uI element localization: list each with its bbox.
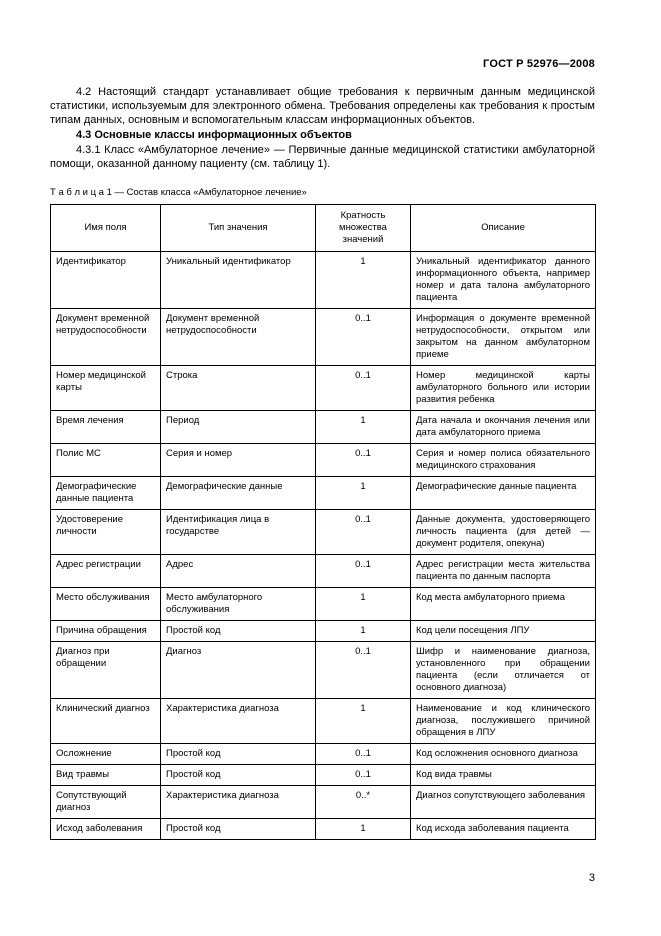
document-number: ГОСТ Р 52976—2008 (483, 58, 595, 70)
column-header-multiplicity: Кратность множества значений (316, 205, 411, 252)
paragraph-4-2: 4.2 Настоящий стандарт устанавливает общие требования к первичным данным медицинской статистики, используемым для электронного обмена. Требования определены как требования к простым типам данных, основным и вспомогательным классам информационных объектов. (50, 86, 595, 126)
table-cell: Код исхода заболевания пациента (411, 819, 596, 840)
table-cell: Демографические данные пациента (411, 477, 596, 510)
composition-table (50, 204, 596, 840)
table-cell: Простой код (161, 819, 316, 840)
table-cell: Шифр и наименование диагноза, установленного при обращении пациента (если отличается от основного диагноза) (411, 642, 596, 699)
table-cell: 0..1 (316, 765, 411, 786)
table-cell: Простой код (161, 744, 316, 765)
table-cell: Дата начала и окончания лечения или дата амбулаторного приема (411, 411, 596, 444)
table-cell: Диагноз сопутствующего заболевания (411, 786, 596, 819)
table-cell: Причина обращения (51, 621, 161, 642)
table-cell: Характеристика диагноза (161, 786, 316, 819)
table-cell: 1 (316, 588, 411, 621)
table-cell: Полис МС (51, 444, 161, 477)
table-row (51, 477, 596, 510)
heading-4-3: 4.3 Основные классы информационных объектов (76, 129, 352, 141)
table-cell: Номер медицинской карты (51, 366, 161, 411)
table-cell: Место амбулаторного обслуживания (161, 588, 316, 621)
table-row (51, 588, 596, 621)
table-cell: Демографические данные (161, 477, 316, 510)
table-cell: Клинический диагноз (51, 699, 161, 744)
table-header-row (51, 205, 596, 252)
table-row (51, 555, 596, 588)
paragraph-4-3-1: 4.3.1 Класс «Амбулаторное лечение» — Первичные данные медицинской статистики амбулаторной помощи, оказанной данному пациенту (см. таблицу 1). (50, 144, 595, 170)
page-number: 3 (588, 872, 595, 884)
table-cell: Код цели посещения ЛПУ (411, 621, 596, 642)
table-body (51, 252, 596, 840)
table-row (51, 309, 596, 366)
table-row (51, 366, 596, 411)
table-cell: Адрес регистрации (51, 555, 161, 588)
table-row (51, 444, 596, 477)
table-caption: Т а б л и ц а 1 — Состав класса «Амбулаторное лечение» (50, 187, 307, 198)
table-row (51, 744, 596, 765)
table-cell: Диагноз при обращении (51, 642, 161, 699)
table-row (51, 411, 596, 444)
table-row (51, 252, 596, 309)
table-cell: 0..* (316, 786, 411, 819)
table-cell: 0..1 (316, 510, 411, 555)
table-cell: Адрес регистрации места жительства пациента по данным паспорта (411, 555, 596, 588)
table-cell: 0..1 (316, 642, 411, 699)
table-cell: Осложнение (51, 744, 161, 765)
table-cell: Строка (161, 366, 316, 411)
table-cell: Место обслуживания (51, 588, 161, 621)
table-cell: Код осложнения основного диагноза (411, 744, 596, 765)
table-cell: Документ временной нетрудоспособности (51, 309, 161, 366)
table-cell: Демографические данные пациента (51, 477, 161, 510)
table-cell: 1 (316, 477, 411, 510)
table-cell: Диагноз (161, 642, 316, 699)
table-cell: Номер медицинской карты амбулаторного больного или истории развития ребенка (411, 366, 596, 411)
table-cell: Серия и номер (161, 444, 316, 477)
table-cell: 0..1 (316, 744, 411, 765)
table-cell: Уникальный идентификатор (161, 252, 316, 309)
table-cell: Код места амбулаторного приема (411, 588, 596, 621)
column-header-description: Описание (411, 205, 596, 252)
table-cell: Наименование и код клинического диагноза, послужившего причиной обращения в ЛПУ (411, 699, 596, 744)
table-cell: Исход заболевания (51, 819, 161, 840)
column-header-value-type: Тип значения (161, 205, 316, 252)
table-cell: 1 (316, 411, 411, 444)
table-cell: Вид травмы (51, 765, 161, 786)
page-header (50, 58, 595, 70)
table-cell: Характеристика диагноза (161, 699, 316, 744)
table-row (51, 786, 596, 819)
table-cell: Сопутствующий диагноз (51, 786, 161, 819)
table-cell: Идентификация лица в государстве (161, 510, 316, 555)
table-cell: 0..1 (316, 555, 411, 588)
table-cell: 1 (316, 252, 411, 309)
table-cell: Код вида травмы (411, 765, 596, 786)
table-cell: Идентификатор (51, 252, 161, 309)
table-row (51, 642, 596, 699)
table-cell: Адрес (161, 555, 316, 588)
table-row (51, 765, 596, 786)
table-cell: Простой код (161, 621, 316, 642)
table-cell: Уникальный идентификатор данного информационного объекта, например номер и дата талона амбулаторного пациента (411, 252, 596, 309)
table-row (51, 699, 596, 744)
table-cell: 0..1 (316, 444, 411, 477)
table-cell: Время лечения (51, 411, 161, 444)
table-row (51, 510, 596, 555)
table-row (51, 621, 596, 642)
table-row (51, 819, 596, 840)
table-cell: Серия и номер полиса обязательного медицинского страхования (411, 444, 596, 477)
table-cell: Удостоверение личности (51, 510, 161, 555)
table-cell: Период (161, 411, 316, 444)
table-cell: 1 (316, 819, 411, 840)
table-cell: 0..1 (316, 309, 411, 366)
table-cell: 1 (316, 621, 411, 642)
table-cell: Информация о документе временной нетрудоспособности, открытом или закрытом на данном амбулаторном приеме (411, 309, 596, 366)
table-cell: 0..1 (316, 366, 411, 411)
table-cell: 1 (316, 699, 411, 744)
table-cell: Документ временной нетрудоспособности (161, 309, 316, 366)
table-cell: Данные документа, удостоверяющего личность пациента (для детей — документ родителя, опекуна) (411, 510, 596, 555)
table-cell: Простой код (161, 765, 316, 786)
column-header-field-name: Имя поля (51, 205, 161, 252)
